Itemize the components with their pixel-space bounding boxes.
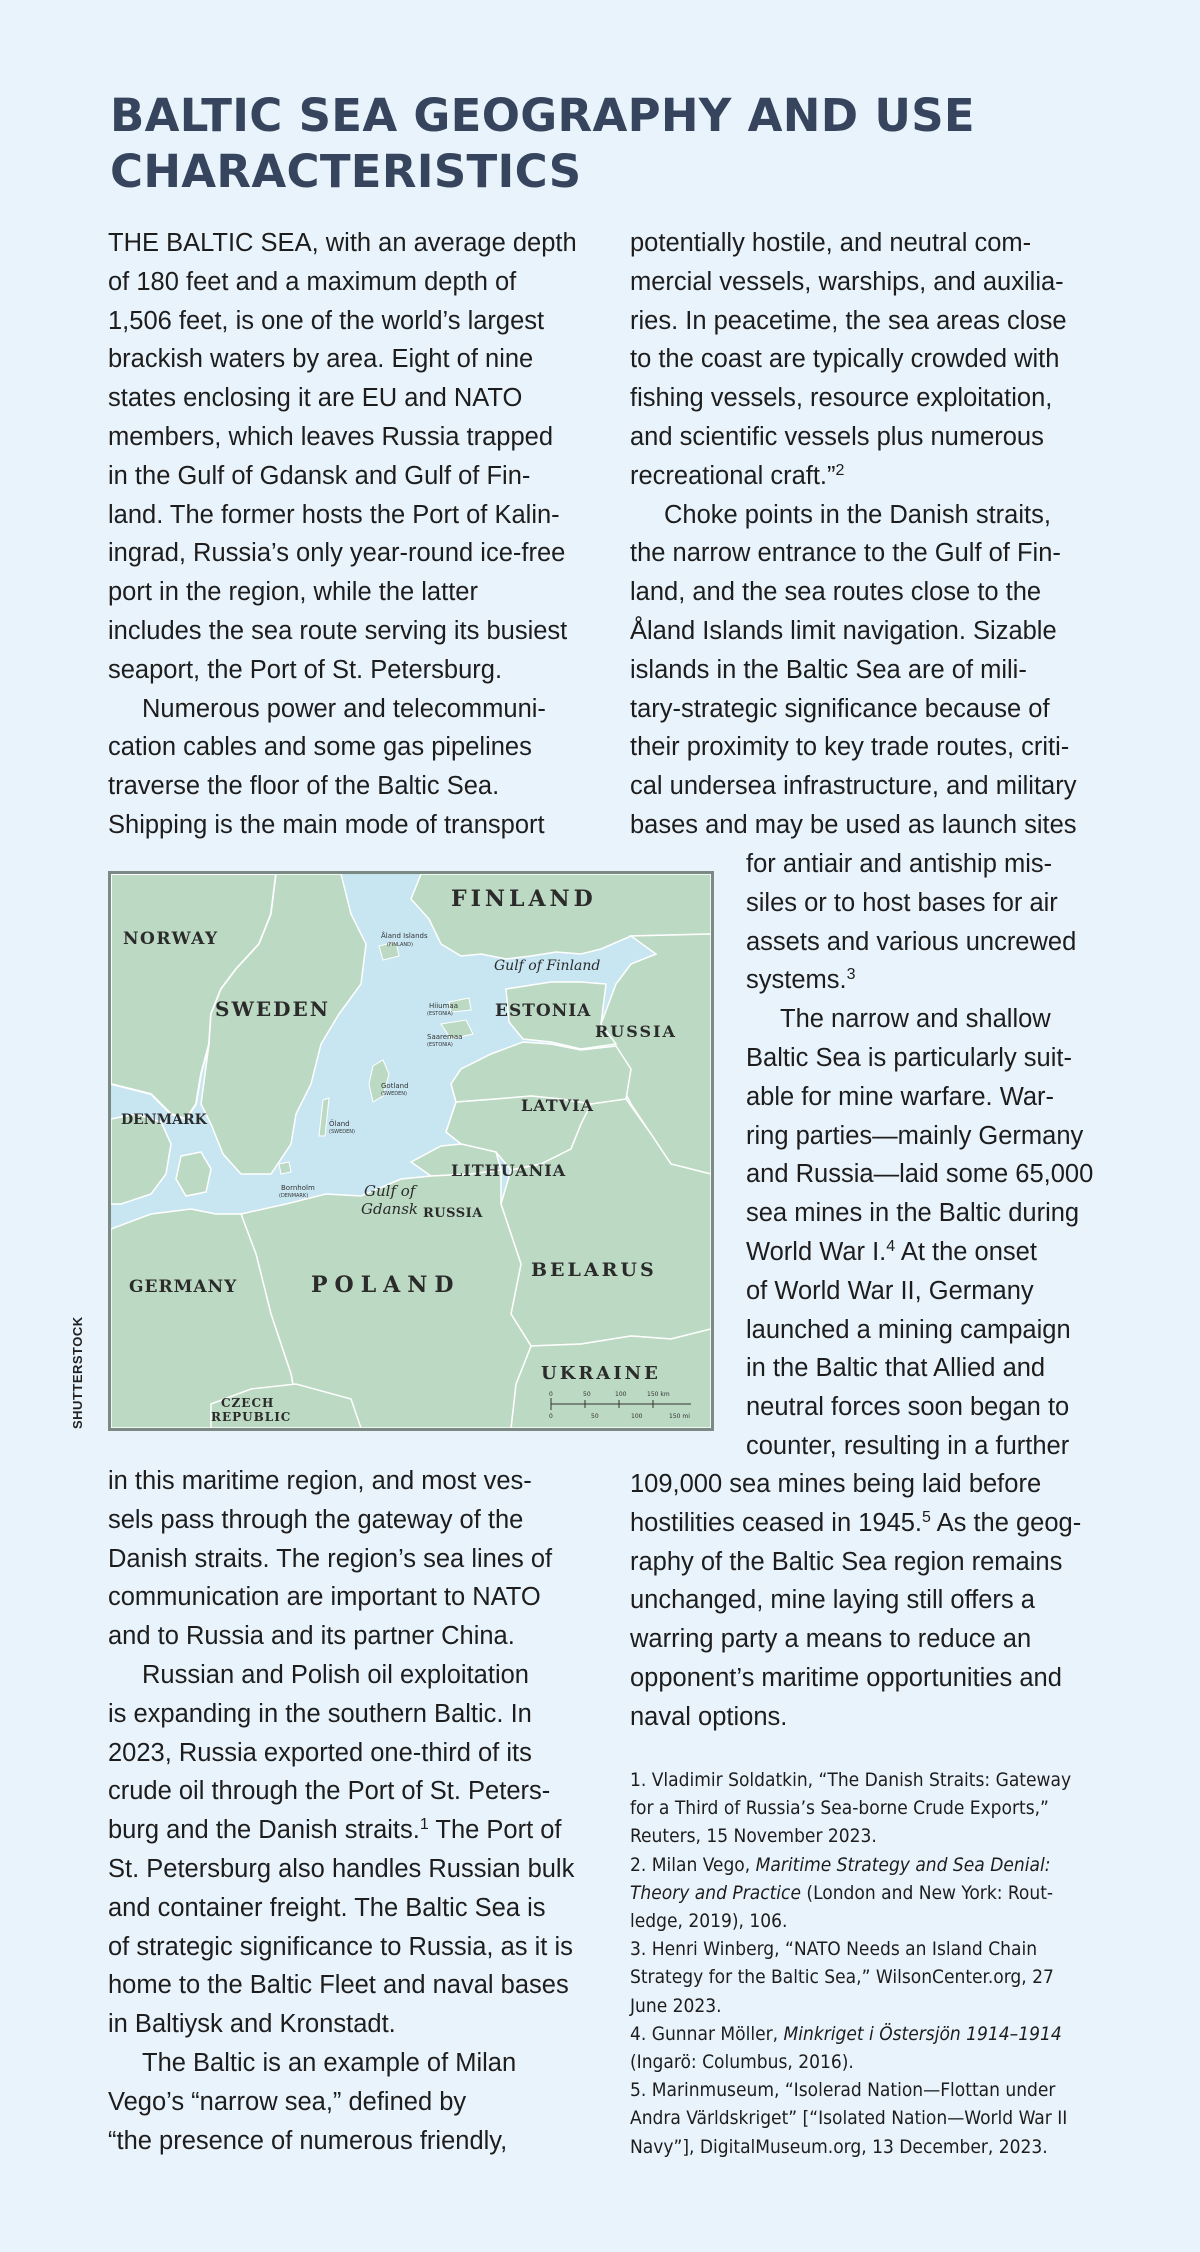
svg-text:0: 0 — [549, 1391, 553, 1398]
land-zealand — [176, 1152, 211, 1196]
paragraph: 109,000 sea mines being laid before hostilities ceased in 1945.$^5$ As the geog- raphy of the Baltic Sea region remains unchanged, mine laying still offers a warring party a means to reduce an opponent’s maritime opportunities and naval options. — [630, 1470, 1082, 1731]
island-label: Hiiumaa — [429, 1002, 458, 1010]
column-2-top-text — [630, 224, 1110, 845]
svg-text:150 mi: 150 mi — [669, 1413, 690, 1420]
map-label: BELARUS — [531, 1259, 657, 1281]
footnote-ref: 1 — [419, 1816, 429, 1834]
footnote-ref: 3 — [846, 966, 856, 984]
paragraph: Numerous power and telecommuni- cation cables and some gas pipelines traverse the floor of the Baltic Sea. Shipping is the main mode of transport — [108, 694, 546, 839]
paragraph: for antiair and antiship mis- siles or to host bases for air assets and various uncrewed systems.$^3$ — [746, 850, 1077, 995]
map-label: RUSSIA — [423, 1206, 483, 1221]
footnote-ref: 4 — [886, 1237, 896, 1255]
map-label: FINLAND — [451, 886, 597, 912]
map-label: LITHUANIA — [451, 1161, 567, 1180]
island-label: (SWEDEN) — [381, 1091, 407, 1097]
water-label: Gulf of Finland — [494, 958, 601, 974]
island-label: (FINLAND) — [387, 942, 413, 948]
paragraph: potentially hostile, and neutral com- mercial vessels, warships, and auxilia- ries. In peacetime, the sea areas close to the coast are typically crowded with fishing vessels, resource exploitation, and scientific vessels plus numerous recreational craft.”$^2$ — [630, 229, 1067, 490]
map-label: UKRAINE — [541, 1363, 661, 1384]
water-label: Gdansk — [361, 1200, 418, 1218]
map-label: SWEDEN — [215, 997, 331, 1021]
svg-text:0: 0 — [549, 1413, 553, 1420]
island-label: (ESTONIA) — [427, 1011, 453, 1017]
island-label: Öland — [329, 1120, 350, 1128]
paragraph: THE BALTIC SEA, with an average depth of 180 feet and a maximum depth of 1,506 feet, is one of the world’s largest brackish waters by area. Eight of nine states enclosing it are EU and NATO members, which leaves Russia trapped in the Gulf of Gdansk and Gulf of Fin- land. The former hosts the Port of Kalin- ingrad, Russia’s only year-round ice-free port in the region, while the latter includes the sea route serving its busiest seaport, the Port of St. Petersburg. — [108, 229, 577, 684]
column-1-top-text — [108, 224, 608, 845]
paragraph: The Baltic is an example of Milan Vego’s “narrow sea,” defined by “the presence of numerous friendly, — [108, 2048, 517, 2155]
map-label: NORWAY — [123, 929, 219, 949]
svg-text:50: 50 — [591, 1413, 599, 1420]
island-label: (SWEDEN) — [329, 1129, 355, 1135]
svg-text:150 km: 150 km — [647, 1391, 670, 1398]
map-label: LATVIA — [521, 1096, 595, 1115]
photo-credit: SHUTTERSTOCK — [70, 1316, 85, 1429]
island-bornholm — [279, 1162, 291, 1174]
column-2-wrap-text — [746, 845, 1116, 1466]
map-label: GERMANY — [129, 1277, 238, 1297]
column-1-bottom-text — [108, 1462, 608, 2160]
island-label: Åland Islands — [381, 932, 428, 940]
map-label: RUSSIA — [595, 1022, 677, 1041]
map-label: REPUBLIC — [211, 1410, 292, 1424]
island-label: Saaremaa — [427, 1033, 463, 1041]
paragraph: Choke points in the Danish straits, the narrow entrance to the Gulf of Fin- land, and the sea routes close to the Åland Islands limit navigation. Sizable islands in the Baltic Sea are of mili- tary-strategic significance because of their proximity to key trade routes, criti- cal undersea infrastructure, and military bases and may be used as launch sites — [630, 500, 1077, 839]
footnote-ref: 5 — [922, 1508, 931, 1526]
svg-text:50: 50 — [583, 1391, 591, 1398]
page-title: BALTIC SEA GEOGRAPHY AND USE CHARACTERISTICS — [110, 89, 975, 198]
paragraph: in this maritime region, and most ves- sels pass through the gateway of the Danish straits. The region’s sea lines of communication are important to NATO and to Russia and its partner China. — [108, 1467, 553, 1651]
footnotes: 1. Vladimir Soldatkin, “The Danish Straits: Gateway for a Third of Russia’s Sea-borne Crude Exports,” Reuters, 15 November 2023. 2. Milan Vego, Maritime Strategy and Sea Denial: Theory and Practice (London and New York: Rout- ledge, 2019), 106. 3. Henri Winberg, “NATO Needs an Island Chain Strategy for the Baltic Sea,” WilsonCenter.org, 27 June 2023. 4. Gunnar Möller, Minkriget i Östersjön 1914–1914 (Ingarö: Columbus, 2016). 5. Marinmuseum, “Isolerad Nation—Flottan under Andra Världskriget” [“Isolated Nation—World War II Navy”], DigitalMuseum.org, 13 December, 2023. — [630, 1769, 1072, 2158]
island-label: (DENMARK) — [279, 1193, 309, 1199]
island-label: Gotland — [381, 1082, 409, 1090]
svg-text:100: 100 — [615, 1391, 627, 1398]
map-label: ESTONIA — [495, 1001, 592, 1021]
map-graphic — [111, 874, 711, 1428]
column-2-bottom-text — [630, 1465, 1110, 1737]
island-label: Bornholm — [281, 1184, 315, 1192]
paragraph: Russian and Polish oil exploitation is expanding in the southern Baltic. In 2023, Russia exported one-third of its crude oil through the Port of St. Peters- burg and the Danish straits.$^1$ The Port of St. Petersburg also handles Russian bulk and container freight. The Baltic Sea is of strategic significance to Russia, as it is home to the Baltic Fleet and naval bases in Baltiysk and Kronstadt. — [108, 1660, 575, 2039]
water-label: Gulf of — [364, 1182, 416, 1200]
footnote-ref: 2 — [835, 461, 845, 479]
map-label: CZECH — [221, 1396, 275, 1410]
paragraph: The narrow and shallow Baltic Sea is particularly suit- able for mine warfare. War- ring parties—mainly Germany and Russia—laid some 65,000 sea mines in the Baltic during World War I.$^4$ At the onset of World War II, Germany launched a mining campaign in the Baltic that Allied and neutral forces soon began to counter, resulting in a further — [746, 1005, 1094, 1460]
map-label: POLAND — [311, 1272, 461, 1298]
baltic-map — [108, 871, 714, 1431]
island-label: (ESTONIA) — [427, 1042, 453, 1048]
svg-text:100: 100 — [631, 1413, 643, 1420]
map-label: DENMARK — [121, 1112, 207, 1128]
